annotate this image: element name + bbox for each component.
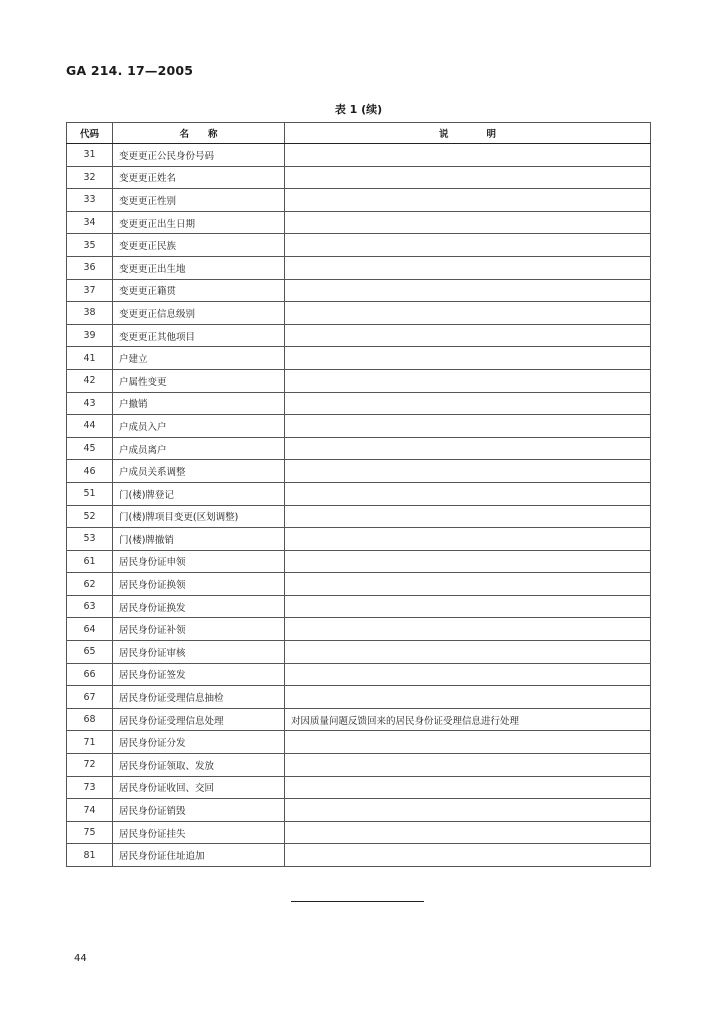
row-name: 门(楼)牌项目变更(区划调整) — [113, 505, 285, 528]
row-description — [285, 369, 651, 392]
table-row — [67, 234, 651, 257]
row-code: 51 — [67, 482, 113, 505]
table-row — [67, 279, 651, 302]
row-description — [285, 776, 651, 799]
table-row — [67, 347, 651, 370]
row-code: 72 — [67, 754, 113, 777]
row-description — [285, 799, 651, 822]
row-code: 34 — [67, 211, 113, 234]
row-description — [285, 256, 651, 279]
table-row — [67, 505, 651, 528]
row-name: 变更更正出生地 — [113, 256, 285, 279]
row-name: 居民身份证签发 — [113, 663, 285, 686]
table-row — [67, 144, 651, 167]
row-description — [285, 641, 651, 664]
row-description — [285, 550, 651, 573]
row-name: 户成员关系调整 — [113, 460, 285, 483]
row-name: 居民身份证销毁 — [113, 799, 285, 822]
row-code: 71 — [67, 731, 113, 754]
table-row — [67, 708, 651, 731]
row-code: 44 — [67, 415, 113, 438]
table-row — [67, 686, 651, 709]
row-name: 居民身份证补领 — [113, 618, 285, 641]
row-code: 81 — [67, 844, 113, 867]
row-name: 变更更正籍贯 — [113, 279, 285, 302]
row-description — [285, 234, 651, 257]
row-code: 75 — [67, 821, 113, 844]
row-name: 变更更正公民身份号码 — [113, 144, 285, 167]
row-code: 32 — [67, 166, 113, 189]
row-code: 33 — [67, 189, 113, 212]
row-name: 居民身份证换发 — [113, 595, 285, 618]
row-description — [285, 731, 651, 754]
row-code: 45 — [67, 437, 113, 460]
row-name: 居民身份证挂失 — [113, 821, 285, 844]
row-code: 39 — [67, 324, 113, 347]
table-row — [67, 166, 651, 189]
row-description — [285, 302, 651, 325]
row-description — [285, 844, 651, 867]
row-name: 变更更正民族 — [113, 234, 285, 257]
row-name: 居民身份证收回、交回 — [113, 776, 285, 799]
row-name: 居民身份证审核 — [113, 641, 285, 664]
table-row — [67, 641, 651, 664]
row-name: 居民身份证受理信息抽检 — [113, 686, 285, 709]
row-description — [285, 618, 651, 641]
page-number: 44 — [74, 953, 87, 964]
table-row — [67, 256, 651, 279]
table-row — [67, 844, 651, 867]
row-description: 对因质量问题反馈回来的居民身份证受理信息进行处理 — [285, 708, 651, 731]
row-name: 居民身份证申领 — [113, 550, 285, 573]
row-code: 62 — [67, 573, 113, 596]
table-row — [67, 415, 651, 438]
table-row — [67, 595, 651, 618]
row-code: 36 — [67, 256, 113, 279]
row-description — [285, 482, 651, 505]
table-row — [67, 528, 651, 551]
row-code: 74 — [67, 799, 113, 822]
row-description — [285, 189, 651, 212]
table-row — [67, 573, 651, 596]
row-name: 户成员离户 — [113, 437, 285, 460]
table-header-row — [67, 123, 651, 144]
row-code: 31 — [67, 144, 113, 167]
row-name: 居民身份证换领 — [113, 573, 285, 596]
table-row — [67, 663, 651, 686]
table-caption: 表 1 (续) — [334, 103, 383, 116]
row-name: 居民身份证住址追加 — [113, 844, 285, 867]
code-table — [66, 122, 651, 867]
row-description — [285, 460, 651, 483]
row-name: 户成员入户 — [113, 415, 285, 438]
row-description — [285, 573, 651, 596]
row-name: 居民身份证受理信息处理 — [113, 708, 285, 731]
row-name: 变更更正信息级别 — [113, 302, 285, 325]
row-code: 66 — [67, 663, 113, 686]
table-row — [67, 437, 651, 460]
row-name: 门(楼)牌撤销 — [113, 528, 285, 551]
row-code: 43 — [67, 392, 113, 415]
table-row — [67, 754, 651, 777]
row-code: 38 — [67, 302, 113, 325]
row-code: 42 — [67, 369, 113, 392]
row-name: 户建立 — [113, 347, 285, 370]
row-code: 61 — [67, 550, 113, 573]
row-description — [285, 437, 651, 460]
row-name: 居民身份证分发 — [113, 731, 285, 754]
row-description — [285, 144, 651, 167]
row-code: 73 — [67, 776, 113, 799]
row-name: 户属性变更 — [113, 369, 285, 392]
row-description — [285, 415, 651, 438]
row-description — [285, 663, 651, 686]
table-row — [67, 369, 651, 392]
row-code: 63 — [67, 595, 113, 618]
table-row — [67, 731, 651, 754]
table-row — [67, 302, 651, 325]
row-code: 46 — [67, 460, 113, 483]
end-of-table-rule — [291, 901, 424, 902]
row-name: 门(楼)牌登记 — [113, 482, 285, 505]
header-code: 代码 — [67, 123, 113, 144]
row-name: 居民身份证领取、发放 — [113, 754, 285, 777]
row-description — [285, 279, 651, 302]
table-row — [67, 776, 651, 799]
row-description — [285, 347, 651, 370]
row-name: 变更更正性别 — [113, 189, 285, 212]
table-row — [67, 550, 651, 573]
row-code: 67 — [67, 686, 113, 709]
row-code: 52 — [67, 505, 113, 528]
row-description — [285, 528, 651, 551]
row-description — [285, 211, 651, 234]
row-code: 37 — [67, 279, 113, 302]
row-description — [285, 686, 651, 709]
row-code: 53 — [67, 528, 113, 551]
table-row — [67, 392, 651, 415]
row-name: 户撤销 — [113, 392, 285, 415]
row-description — [285, 505, 651, 528]
row-code: 41 — [67, 347, 113, 370]
table-row — [67, 821, 651, 844]
row-name: 变更更正姓名 — [113, 166, 285, 189]
table-row — [67, 618, 651, 641]
table-row — [67, 189, 651, 212]
table-row — [67, 460, 651, 483]
row-description — [285, 392, 651, 415]
row-description — [285, 754, 651, 777]
header-description: 说 明 — [285, 123, 651, 144]
header-name: 名 称 — [113, 123, 285, 144]
document-id: GA 214. 17—2005 — [66, 63, 194, 78]
row-code: 65 — [67, 641, 113, 664]
row-name: 变更更正出生日期 — [113, 211, 285, 234]
row-code: 35 — [67, 234, 113, 257]
row-description — [285, 595, 651, 618]
row-code: 68 — [67, 708, 113, 731]
row-code: 64 — [67, 618, 113, 641]
table-body — [67, 144, 651, 867]
row-name: 变更更正其他项目 — [113, 324, 285, 347]
row-description — [285, 821, 651, 844]
row-description — [285, 324, 651, 347]
table-row — [67, 324, 651, 347]
row-description — [285, 166, 651, 189]
table-row — [67, 799, 651, 822]
table-row — [67, 211, 651, 234]
table-row — [67, 482, 651, 505]
